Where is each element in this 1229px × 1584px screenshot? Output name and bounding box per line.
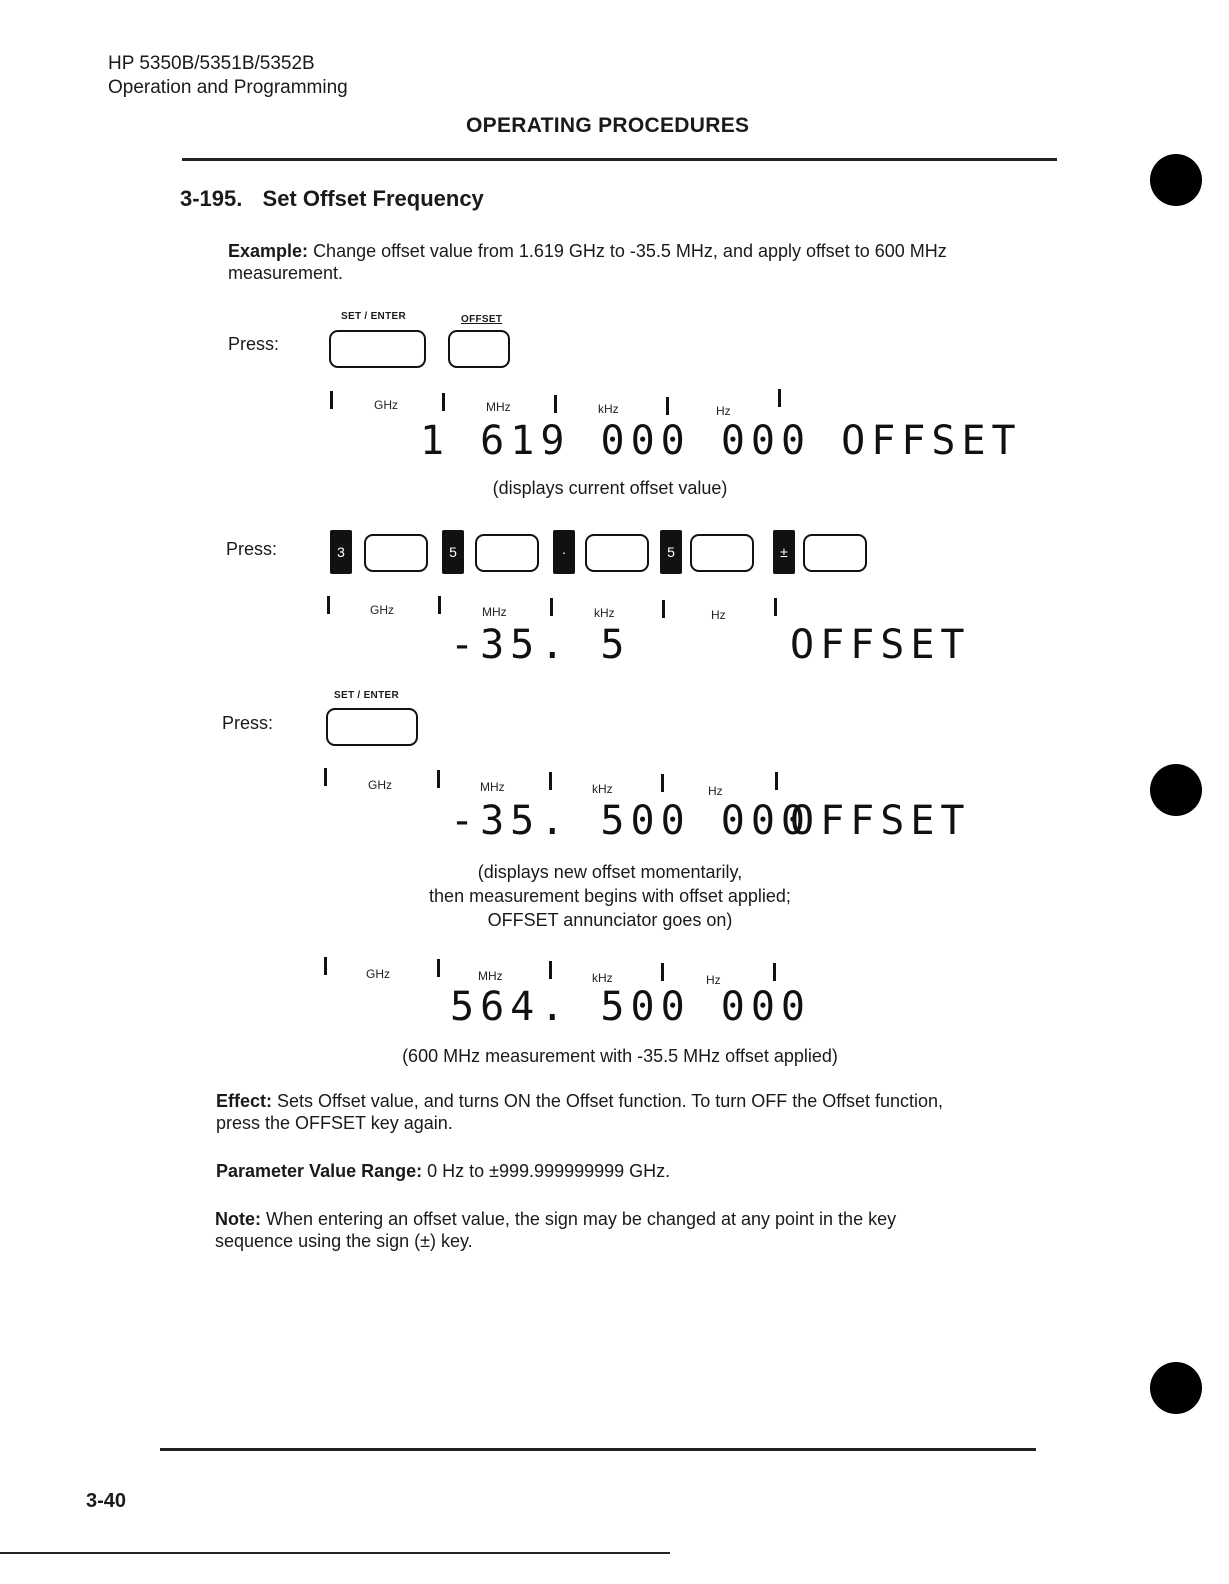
offset-annunciator: OFFSET	[790, 798, 971, 844]
effect-label: Effect:	[216, 1091, 273, 1111]
digit-5-key-tab: 5	[660, 530, 682, 574]
caption-line: then measurement begins with offset applied;	[429, 886, 791, 906]
annunciator-divider	[661, 963, 664, 981]
annunciator-divider	[549, 772, 552, 790]
annunciator-divider	[327, 596, 330, 614]
display-readout: -35. 500 000	[450, 798, 811, 844]
manual-subtitle: Operation and Programming	[108, 77, 348, 98]
annunciator-divider	[549, 961, 552, 979]
hz-annunciator: Hz	[706, 973, 721, 987]
ghz-annunciator: GHz	[366, 967, 390, 981]
top-rule	[182, 158, 1057, 161]
annunciator-divider	[324, 768, 327, 786]
annunciator-divider	[773, 963, 776, 981]
set-enter-key-label: SET / ENTER	[334, 690, 399, 701]
set-enter-key-label: SET / ENTER	[341, 311, 406, 322]
khz-annunciator: kHz	[592, 782, 613, 796]
hz-annunciator: Hz	[711, 608, 726, 622]
range-text: 0 Hz to ±999.999999999 GHz.	[427, 1161, 671, 1181]
display-caption	[360, 860, 860, 932]
display-caption: (600 MHz measurement with -35.5 MHz offset applied)	[402, 1046, 838, 1066]
example-label: Example:	[228, 241, 309, 261]
set-enter-key[interactable]	[326, 708, 418, 746]
annunciator-divider	[437, 959, 440, 977]
digit-3-key-tab: 3	[330, 530, 352, 574]
bottom-rule	[160, 1448, 1036, 1451]
display-caption: (displays current offset value)	[492, 478, 728, 498]
annunciator-divider	[442, 393, 445, 411]
section-title: OPERATING PROCEDURES	[466, 114, 750, 137]
mhz-annunciator: MHz	[482, 605, 507, 619]
mhz-annunciator: MHz	[478, 969, 503, 983]
example-text: Change offset value from 1.619 GHz to -35.5 MHz, and apply offset to 600 MHz	[313, 241, 947, 261]
procedure-title: Set Offset Frequency	[262, 186, 484, 211]
note-label: Note:	[215, 1209, 261, 1229]
annunciator-divider	[554, 395, 557, 413]
mhz-annunciator: MHz	[480, 780, 505, 794]
procedure-heading	[180, 186, 484, 212]
caption-line: (displays new offset momentarily,	[477, 862, 743, 882]
sign-key[interactable]	[803, 534, 867, 572]
display-readout: -35. 5	[450, 622, 631, 668]
binder-hole	[1150, 764, 1202, 816]
hz-annunciator: Hz	[708, 784, 723, 798]
ghz-annunciator: GHz	[370, 603, 394, 617]
decimal-key-tab: ·	[553, 530, 575, 574]
digit-5-key[interactable]	[690, 534, 754, 572]
hz-annunciator: Hz	[716, 404, 731, 418]
example-paragraph	[228, 240, 1058, 284]
sign-key-tab: ±	[773, 530, 795, 574]
annunciator-divider	[666, 397, 669, 415]
note-text: When entering an offset value, the sign may be changed at any point in the key	[266, 1209, 897, 1229]
digit-5-key[interactable]	[475, 534, 539, 572]
ghz-annunciator: GHz	[374, 398, 398, 412]
annunciator-divider	[775, 772, 778, 790]
set-enter-key[interactable]	[329, 330, 426, 368]
note-text-2: sequence using the sign (±) key.	[215, 1231, 473, 1251]
digit-5-key-tab: 5	[442, 530, 464, 574]
caption-line: OFFSET annunciator goes on)	[487, 910, 733, 930]
khz-annunciator: kHz	[592, 971, 613, 985]
annunciator-divider	[662, 600, 665, 618]
binder-hole	[1150, 1362, 1202, 1414]
effect-paragraph	[216, 1090, 1056, 1134]
annunciator-divider	[330, 391, 333, 409]
offset-key[interactable]	[448, 330, 510, 368]
annunciator-divider	[778, 389, 781, 407]
khz-annunciator: kHz	[594, 606, 615, 620]
annunciator-divider	[438, 596, 441, 614]
offset-key-label: OFFSET	[461, 314, 503, 325]
binder-hole	[1150, 154, 1202, 206]
press-label: Press:	[226, 539, 278, 559]
range-label: Parameter Value Range:	[216, 1161, 423, 1181]
display-readout: 1 619 000 000 OFFSET	[420, 418, 1022, 464]
offset-annunciator: OFFSET	[790, 622, 971, 668]
khz-annunciator: kHz	[598, 402, 619, 416]
manual-model: HP 5350B/5351B/5352B	[108, 53, 315, 74]
ghz-annunciator: GHz	[368, 778, 392, 792]
annunciator-divider	[550, 598, 553, 616]
annunciator-divider	[774, 598, 777, 616]
range-paragraph	[216, 1160, 1056, 1182]
page-edge-line	[0, 1552, 670, 1554]
effect-text: Sets Offset value, and turns ON the Offset function. To turn OFF the Offset function,	[277, 1091, 944, 1111]
display-readout: 564. 500 000	[450, 984, 811, 1030]
procedure-number: 3-195.	[180, 186, 243, 211]
note-paragraph	[215, 1208, 1055, 1252]
press-label: Press:	[222, 713, 274, 733]
digit-3-key[interactable]	[364, 534, 428, 572]
annunciator-divider	[324, 957, 327, 975]
mhz-annunciator: MHz	[486, 400, 511, 414]
page-number: 3-40	[86, 1490, 127, 1512]
effect-text-2: press the OFFSET key again.	[216, 1113, 453, 1133]
press-label: Press:	[228, 334, 280, 354]
annunciator-divider	[661, 774, 664, 792]
annunciator-divider	[437, 770, 440, 788]
example-text-2: measurement.	[228, 263, 344, 283]
decimal-key[interactable]	[585, 534, 649, 572]
